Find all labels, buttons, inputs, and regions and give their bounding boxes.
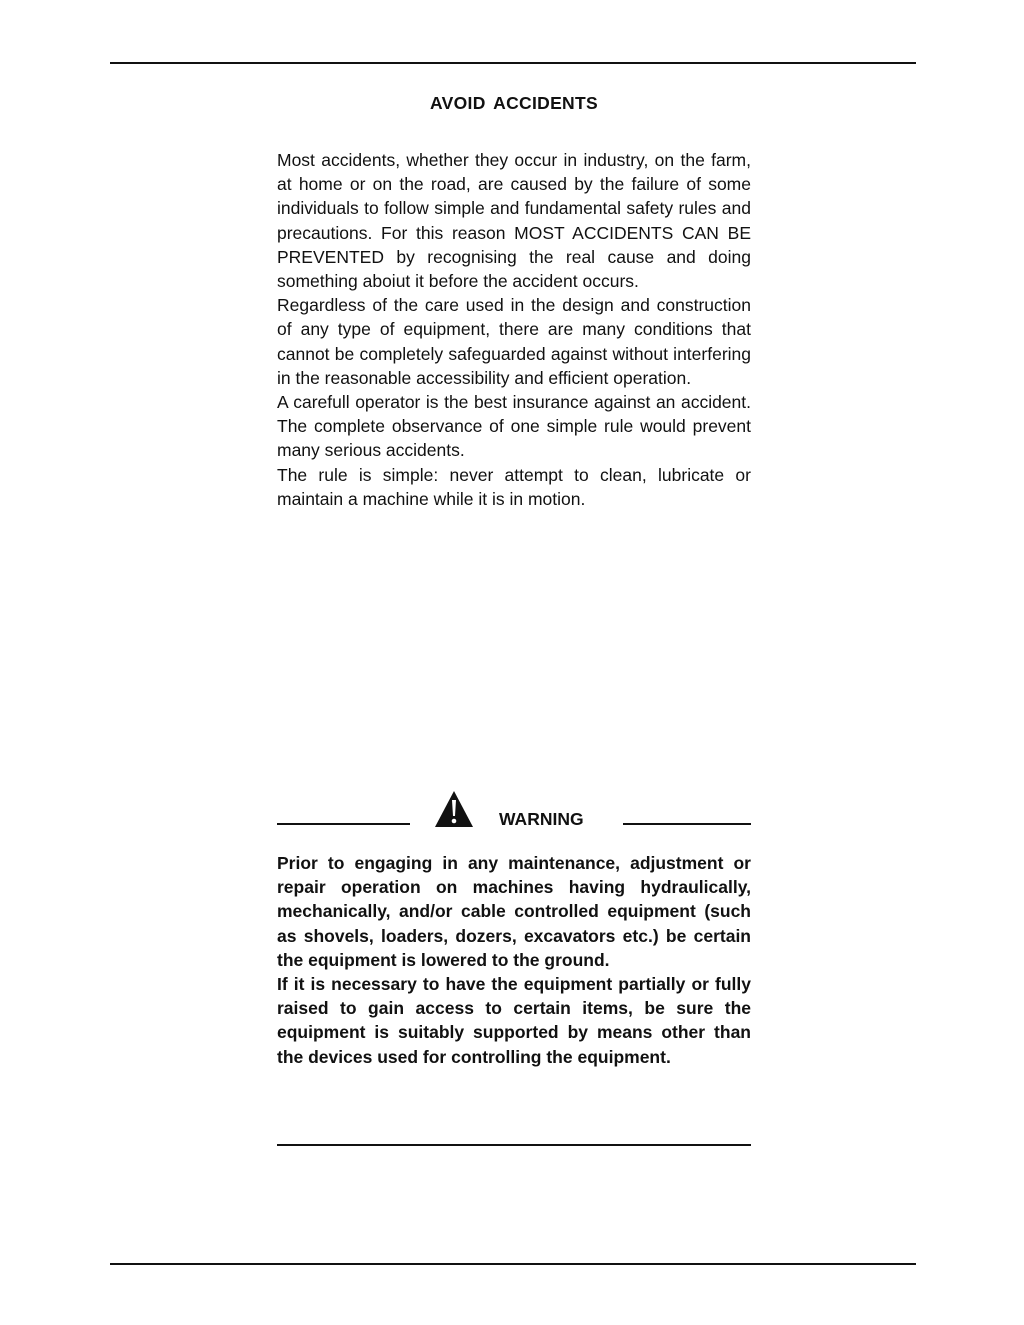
warning-paragraph: Prior to engaging in any maintenance, adjustment or repair operation on machines having hydraulically, mechanically, and/or cable controlled equipment (such as shovels, loaders, dozers, excavators etc.) be certain the equipment is lowered to the ground. bbox=[277, 853, 751, 970]
bottom-rule bbox=[110, 1263, 916, 1265]
warning-label: WARNING bbox=[499, 809, 584, 829]
warning-section bbox=[277, 851, 751, 1069]
warning-rule-right bbox=[623, 823, 751, 825]
intro-paragraph: Most accidents, whether they occur in industry, on the farm, at home or on the road, are caused by the failure of some individuals to follow simple and fundamental safety rules and precautions. For this reason MOST ACCIDENTS CAN BE PREVENTED by recognising the real cause and doing something aboiut it before the accident occurs. bbox=[277, 150, 751, 292]
warning-paragraph: If it is necessary to have the equipment partially or fully raised to gain access to certain items, be sure the equipment is suitably supported by means other than the devices used for controlling the equipment. bbox=[277, 974, 751, 1067]
warning-end-rule bbox=[277, 1144, 751, 1146]
warning-triangle-icon bbox=[434, 790, 474, 828]
intro-paragraph: A carefull operator is the best insurance against an accident. The complete observance of one simple rule would prevent many serious accidents. bbox=[277, 392, 751, 461]
warning-header bbox=[277, 788, 751, 832]
intro-paragraph: The rule is simple: never attempt to clean, lubricate or maintain a machine while it is in motion. bbox=[277, 464, 751, 509]
top-rule bbox=[110, 62, 916, 64]
warning-rule-left bbox=[277, 823, 410, 825]
page-title: AVOID ACCIDENTS bbox=[430, 93, 598, 113]
intro-paragraph: Regardless of the care used in the design and construction of any type of equipment, there are many conditions that cannot be completely safeguarded against without interfering in the reasonable accessibility and efficient operation. bbox=[277, 295, 751, 388]
intro-section bbox=[277, 148, 751, 511]
